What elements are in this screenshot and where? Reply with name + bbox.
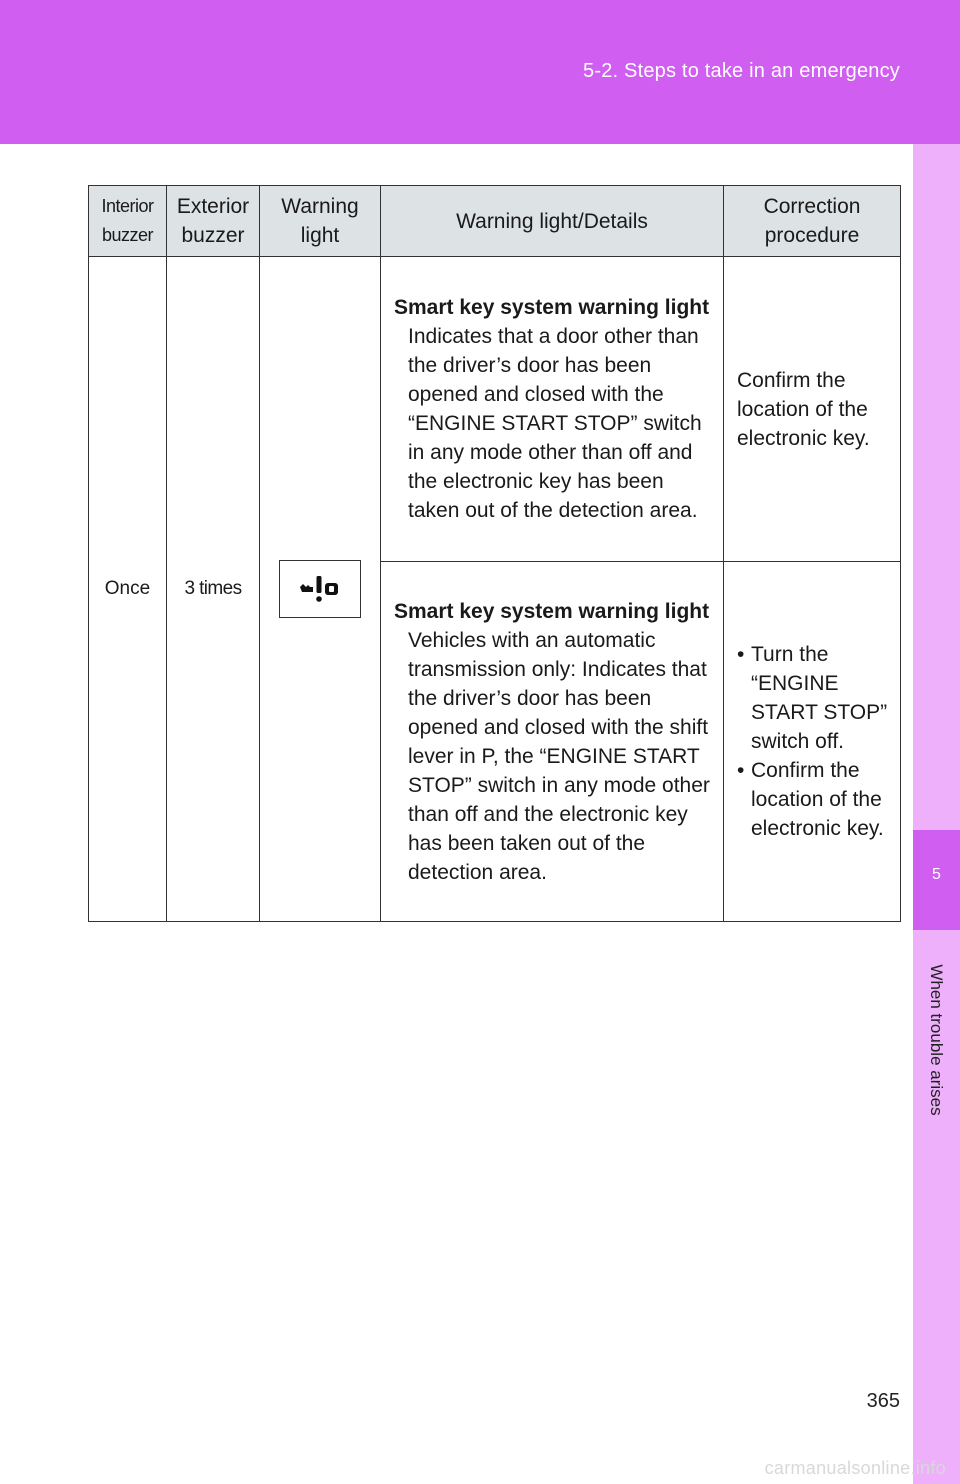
chapter-tab[interactable] (913, 830, 960, 930)
chapter-number: 5 (932, 866, 941, 883)
correction-list (737, 640, 892, 843)
correction-cell: Confirm the location of the electronic key. (724, 257, 901, 562)
table-header-row (89, 186, 901, 257)
list-item: • Confirm the location of the electronic key. (737, 756, 892, 843)
warning-light-cell (260, 257, 381, 922)
header-details: Warning light/Details (381, 186, 724, 257)
watermark: carmanualsonline.info (764, 1458, 946, 1478)
warning-table (88, 185, 901, 922)
chapter-label: When trouble arises (927, 964, 946, 1116)
detail-title: Smart key system warning light (394, 599, 710, 623)
detail-title: Smart key system warning light (394, 296, 710, 319)
header-warning-light: Warning light (260, 186, 381, 257)
header-exterior-buzzer: Exterior buzzer (167, 186, 260, 257)
header-correction: Correction procedure (724, 186, 901, 257)
smart-key-warning-icon (279, 560, 361, 618)
detail-body: Indicates that a door other than the driver’s door has been opened and closed with the “ENGINE START STOP” switch in any mode other than off and the electronic key has been taken out of the detection area. (408, 325, 702, 522)
details-cell (381, 257, 724, 562)
details-cell (381, 562, 724, 922)
header-bar (0, 0, 960, 144)
header-interior-buzzer: Interior buzzer (89, 186, 167, 257)
interior-buzzer-cell: Once (89, 257, 167, 922)
page-number: 365 (866, 1390, 900, 1412)
exterior-buzzer-cell: 3 times (167, 257, 260, 922)
side-tab (913, 144, 960, 1484)
table-row (89, 257, 901, 562)
list-item: • Turn the “ENGINE START STOP” switch off. (737, 640, 892, 756)
correction-cell (724, 562, 901, 922)
section-title: 5-2. Steps to take in an emergency (583, 60, 900, 82)
detail-body: Vehicles with an automatic transmission only: Indicates that the driver’s door has been opened and closed with the shift lever in P, the “ENGINE START STOP” switch in any mode other than off and the electronic key has been taken out of the detection area. (408, 628, 710, 884)
